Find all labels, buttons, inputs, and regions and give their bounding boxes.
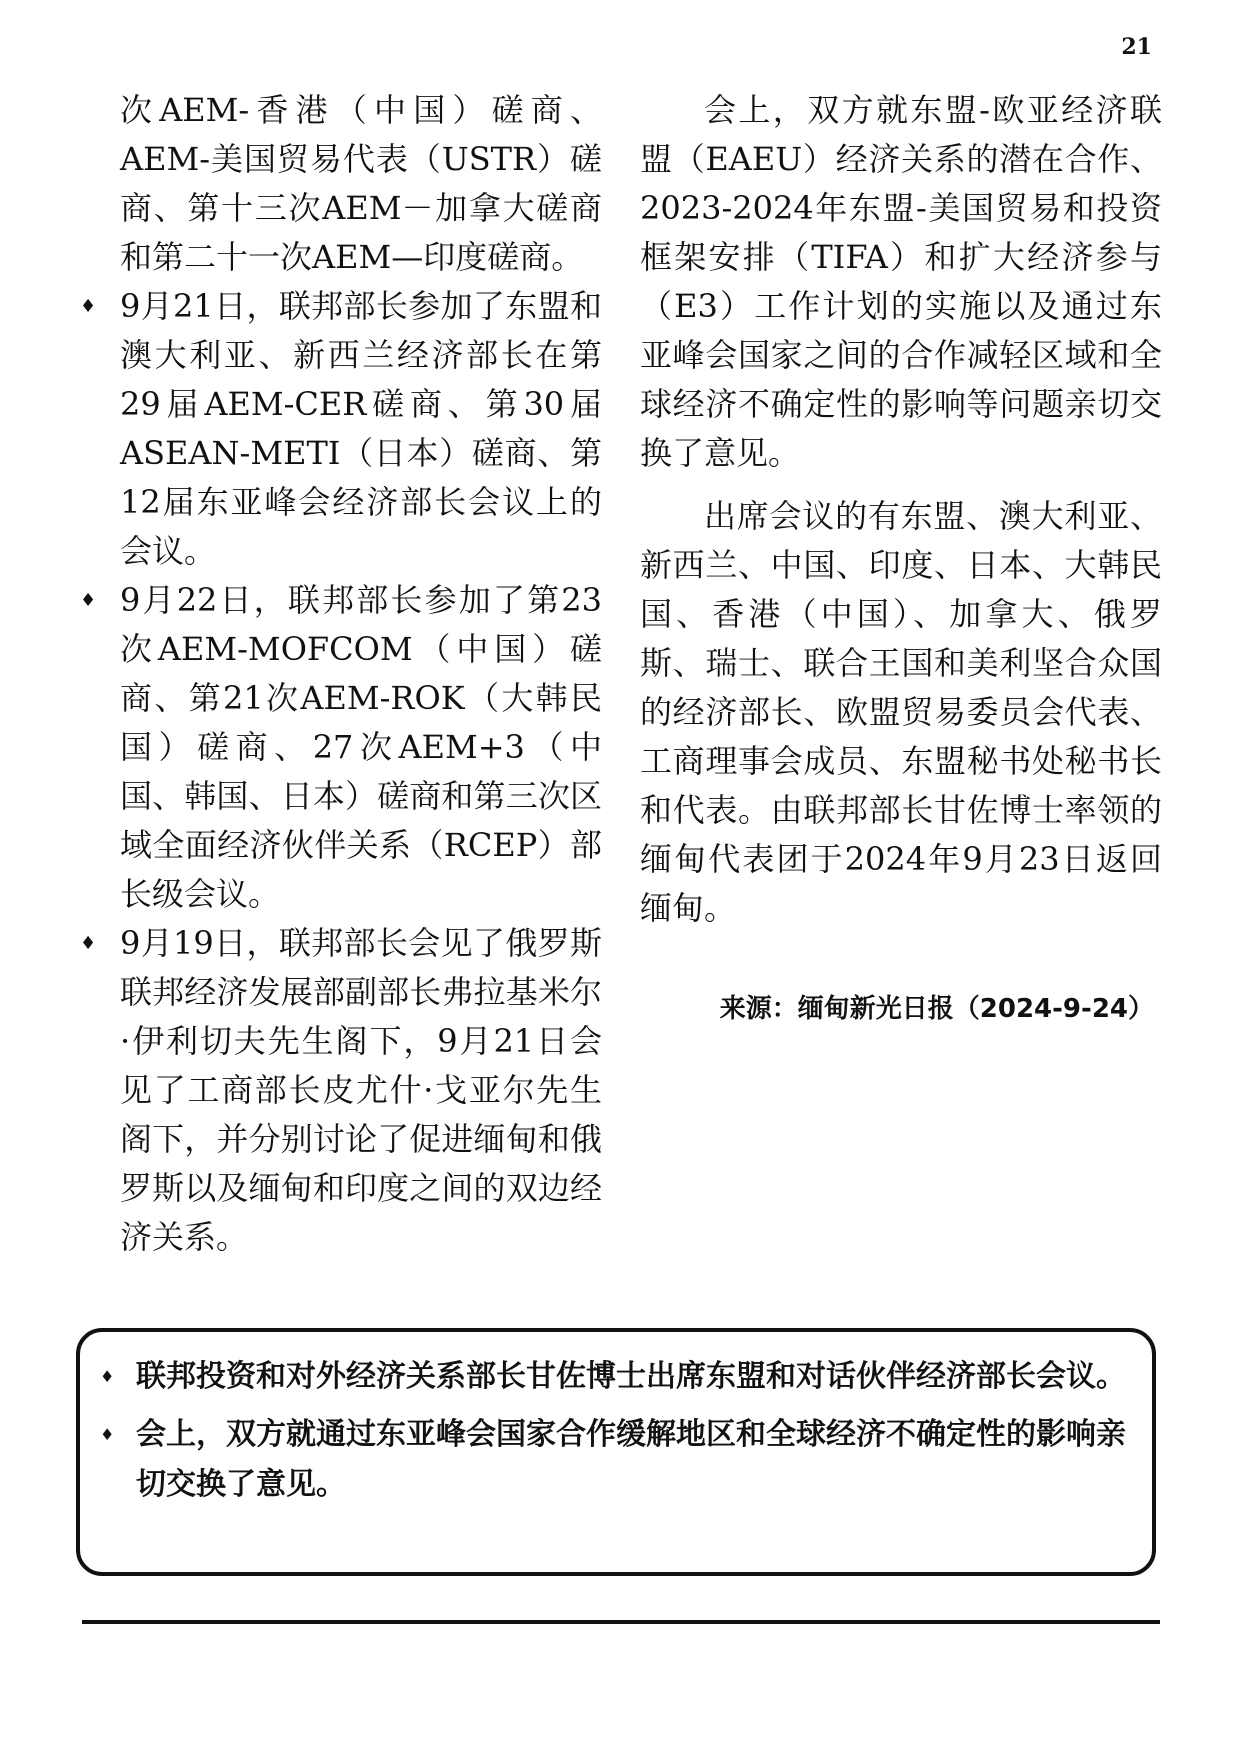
list-item: ♦ 9月22日，联邦部长参加了第23次AEM-MOFCOM（中国）磋商、第21次AEM-ROK（大韩民国）磋商、27次AEM+3（中国、韩国、日本）磋商和第三次区域全面经济伙伴关系（RCEP）部长级会议。 (80, 576, 602, 919)
summary-item: ♦ 联邦投资和对外经济关系部长甘佐博士出席东盟和对话伙伴经济部长会议。 (100, 1352, 1132, 1402)
left-column (80, 86, 602, 1262)
body-paragraph: 会上，双方就东盟-欧亚经济联盟（EAEU）经济关系的潜在合作、2023-2024年东盟-美国贸易和投资框架安排（TIFA）和扩大经济参与（E3）工作计划的实施以及通过东亚峰会国家之间的合作减轻区域和全球经济不确定性的影响等问题亲切交换了意见。 (640, 91, 1162, 472)
right-column (640, 86, 1162, 1034)
page-number: 21 (1121, 34, 1152, 60)
list-item: ♦ 9月21日，联邦部长参加了东盟和澳大利亚、新西兰经济部长在第29届AEM-CER磋商、第30届ASEAN-METI（日本）磋商、第12届东亚峰会经济部长会议上的会议。 (80, 282, 602, 576)
list-item: ♦ 9月19日，联邦部长会见了俄罗斯联邦经济发展部副部长弗拉基米尔·伊利切夫先生阁下，9月21日会见了工商部长皮尤什·戈亚尔先生阁下，并分别讨论了促进缅甸和俄罗斯以及缅甸和印度之间的双边经济关系。 (80, 919, 602, 1262)
body-paragraph: 出席会议的有东盟、澳大利亚、新西兰、中国、印度、日本、大韩民国、香港（中国）、加拿大、俄罗斯、瑞士、联合王国和美利坚合众国的经济部长、欧盟贸易委员会代表、工商理事会成员、东盟秘书处秘书长和代表。由联邦部长甘佐博士率领的缅甸代表团于2024年9月23日返回缅甸。 (640, 497, 1162, 927)
summary-item: ♦ 会上，双方就通过东亚峰会国家合作缓解地区和全球经济不确定性的影响亲切交换了意见。 (100, 1410, 1132, 1510)
source-citation: 来源：缅甸新光日报（2024-9-24） (719, 994, 1154, 1024)
summary-box (76, 1328, 1156, 1576)
continuation-paragraph: 次AEM-香港（中国）磋商、AEM-美国贸易代表（USTR）磋商、第十三次AEM－加拿大磋商和第二十一次AEM—印度磋商。 (120, 91, 602, 276)
bottom-rule (82, 1620, 1160, 1624)
